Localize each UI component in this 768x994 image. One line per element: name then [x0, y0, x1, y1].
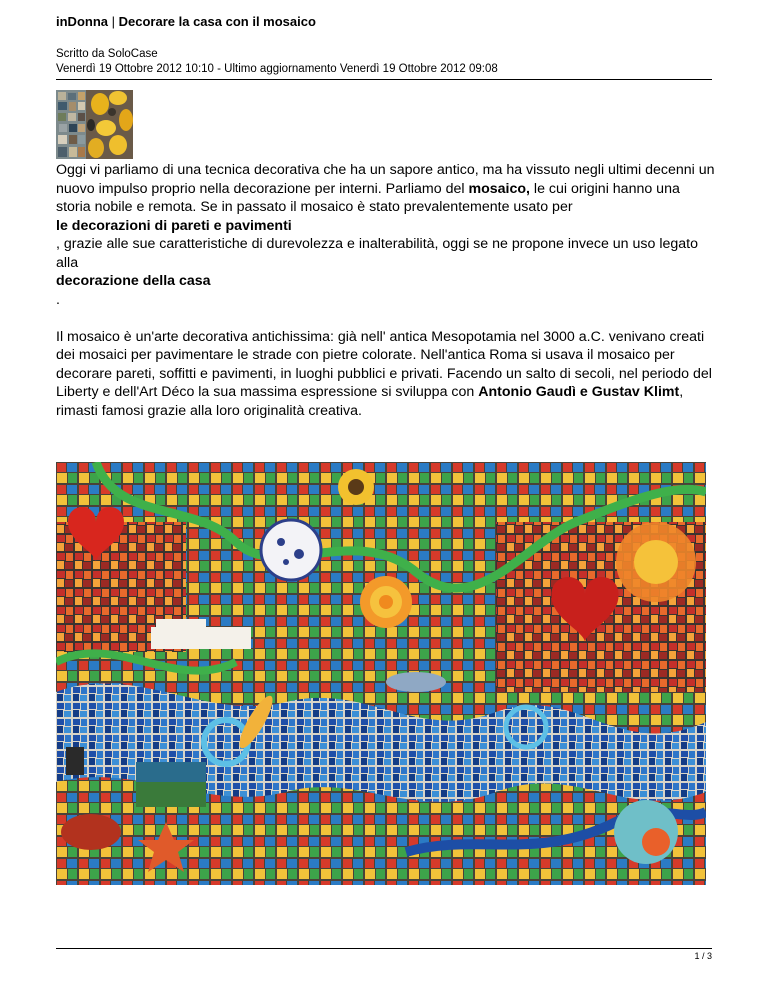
- footer-divider: [56, 948, 712, 949]
- history-text: Il mosaico è un'arte decorativa antichissima: già nell' antica Mesopotamia nel 3000 a.C. venivano creati dei mosaici per pavimentare le strade con pietre colorate. Nell'antica Roma si usava il mosaico per decorare pareti, soffitti e pavimenti, in luoghi pubblici e privati. Facendo un salto di secoli, nel periodo del Liberty e dell'Art Déco la sua massima espressione si sviluppa con: [56, 328, 712, 400]
- intro-bold-mosaico: mosaico,: [468, 180, 530, 197]
- intro-text-2: le cui origini hanno una storia nobile e remota. Se in passato il mosaico è stato prevalentemente usato per: [56, 180, 680, 215]
- history-paragraph: [56, 328, 716, 421]
- intro-paragraph: [56, 161, 716, 309]
- thumbnail-image: [56, 90, 133, 159]
- author-line: Scritto da SoloCase: [56, 48, 158, 60]
- site-name: inDonna: [56, 14, 108, 29]
- intro-text-3: , grazie alle sue caratteristiche di durevolezza e inalterabilità, oggi se ne propone invece un uso legato alla: [56, 236, 698, 271]
- article-body: [56, 161, 716, 420]
- page-number: 1 / 3: [694, 951, 712, 961]
- intro-text: Oggi vi parliamo di una tecnica decorativa che ha un sapore antico, ma ha vissuto negli ultimi decenni un nuovo impulso proprio nella decorazione per interni. Parliamo del: [56, 162, 715, 197]
- header-divider: [56, 79, 712, 80]
- mosaic-photo: [56, 462, 706, 885]
- intro-bold-casa: decorazione della casa: [56, 273, 211, 289]
- article-title: Decorare la casa con il mosaico: [118, 14, 316, 29]
- history-bold-artists: Antonio Gaudì e Gustav Klimt: [478, 384, 680, 400]
- history-text-2: , rimasti famosi grazie alla loro originalità creativa.: [56, 384, 684, 419]
- intro-bold-pareti: le decorazioni di pareti e pavimenti: [56, 217, 292, 234]
- dates-line: Venerdì 19 Ottobre 2012 10:10 - Ultimo aggiornamento Venerdì 19 Ottobre 2012 09:08: [56, 63, 498, 75]
- page-title: [56, 14, 316, 29]
- intro-period: .: [56, 291, 60, 308]
- title-separator: |: [111, 14, 116, 29]
